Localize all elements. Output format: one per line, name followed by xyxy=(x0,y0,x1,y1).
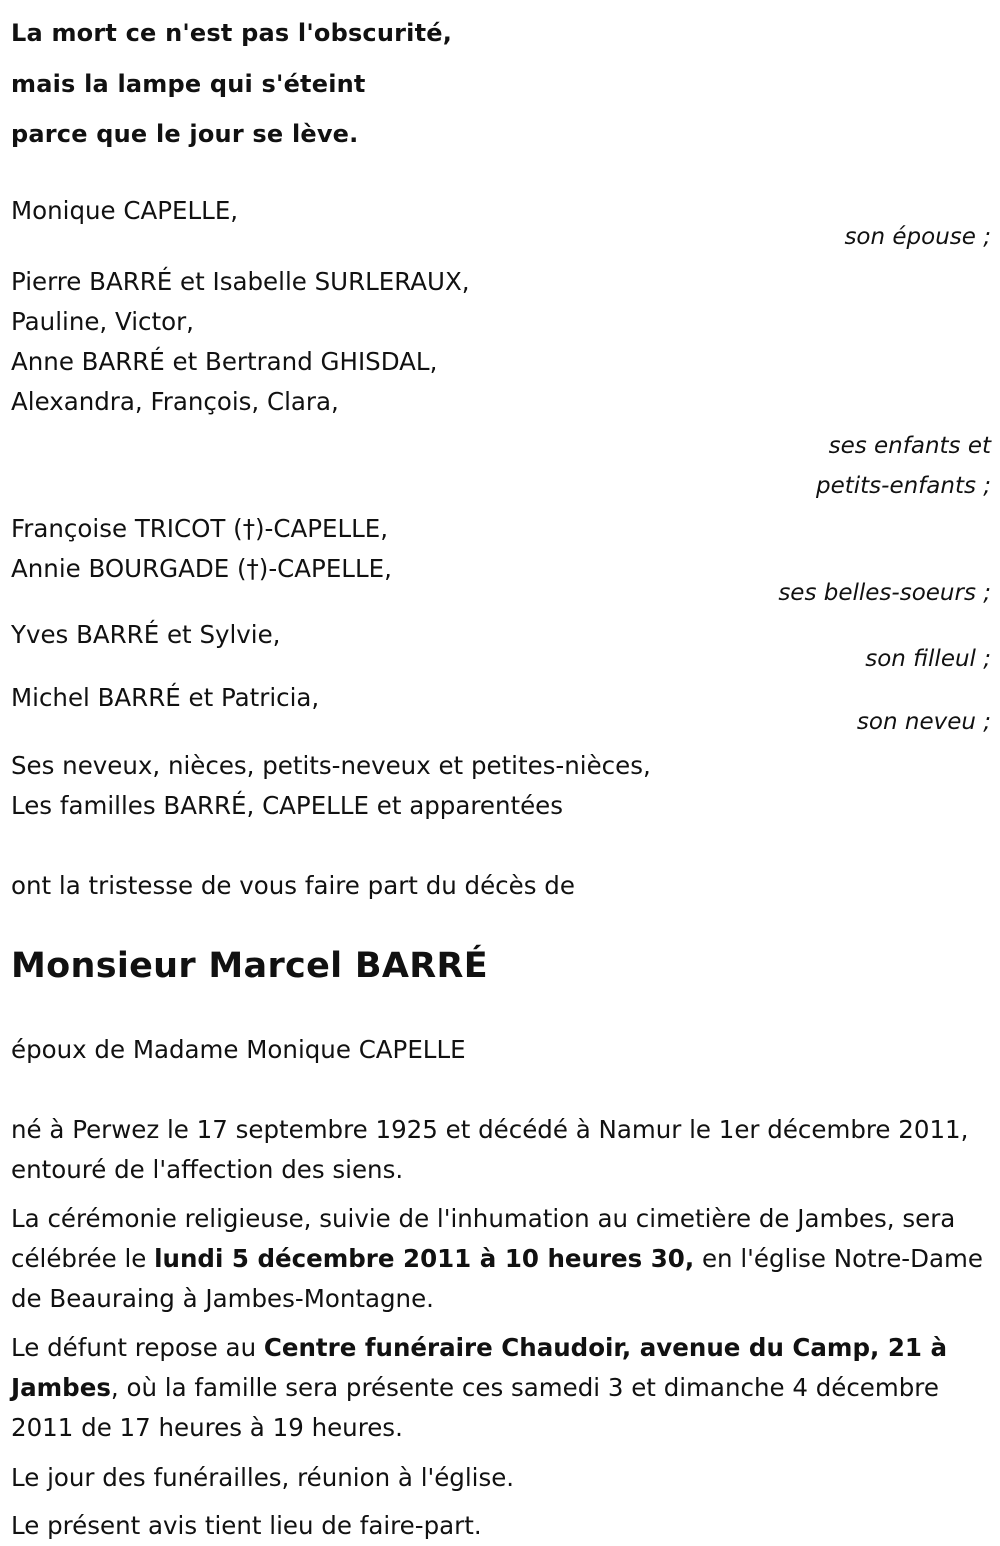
others-line: Ses neveux, nièces, petits-neveux et petites-nièces, xyxy=(11,750,651,780)
funeral-home: Centre funéraire Chaudoir, avenue du Camp, 21 à Jambes xyxy=(11,1332,947,1402)
family-nephew xyxy=(11,680,991,740)
birth-death-paragraph: né à Perwez le 17 septembre 1925 et décédé à Namur le 1er décembre 2011, entouré de l'affection des siens. xyxy=(11,1114,969,1184)
sisters-in-law-role: ses belles-soeurs ; xyxy=(778,579,991,606)
children-role: ses enfants et xyxy=(828,432,991,459)
repose-times: , où la famille sera présente ces samedi 3 et dimanche 4 décembre 2011 de 17 heures à 19 heures. xyxy=(11,1372,939,1442)
epitaph-quote xyxy=(11,8,991,160)
nephew-role: son neveu ; xyxy=(856,708,991,735)
child-line: Pierre BARRÉ et Isabelle SURLERAUX, xyxy=(11,266,470,296)
gathering-text: Le jour des funérailles, réunion à l'église. xyxy=(11,1462,515,1492)
family-children xyxy=(11,262,991,506)
sister-in-law-line: Françoise TRICOT (†)-CAPELLE, xyxy=(11,513,389,543)
notice-text: Le présent avis tient lieu de faire-part. xyxy=(11,1510,482,1540)
family-sisters-in-law xyxy=(11,509,991,613)
family-godson xyxy=(11,617,991,677)
family-others xyxy=(11,746,991,826)
repose-paragraph xyxy=(11,1328,991,1448)
spouse-role: son épouse ; xyxy=(844,223,991,250)
ceremony-date: lundi 5 décembre 2011 à 10 heures 30, xyxy=(154,1243,695,1273)
family-spouse xyxy=(11,194,991,254)
spouse-name: Monique CAPELLE, xyxy=(11,195,239,225)
others-line: Les familles BARRÉ, CAPELLE et apparentées xyxy=(11,790,564,820)
deceased-spouse-line: époux de Madame Monique CAPELLE xyxy=(11,1034,466,1064)
ceremony-text: La cérémonie religieuse, suivie de l'inhumation au cimetière de Jambes, sera célébrée le xyxy=(11,1203,956,1273)
sister-in-law-line: Annie BOURGADE (†)-CAPELLE, xyxy=(11,553,392,583)
children-role: petits-enfants ; xyxy=(815,472,991,499)
child-line: Alexandra, François, Clara, xyxy=(11,386,339,416)
child-line: Anne BARRÉ et Bertrand GHISDAL, xyxy=(11,346,438,376)
repose-text: Le défunt repose au xyxy=(11,1332,264,1362)
ceremony-location: en l'église Notre-Dame de Beauraing à Jambes-Montagne. xyxy=(11,1243,983,1313)
quote-line: mais la lampe qui s'éteint xyxy=(11,69,366,98)
child-line: Pauline, Victor, xyxy=(11,306,194,336)
announcement-text: ont la tristesse de vous faire part du décès de xyxy=(11,870,575,900)
quote-line: parce que le jour se lève. xyxy=(11,120,359,148)
godson-name: Yves BARRÉ et Sylvie, xyxy=(11,619,281,649)
deceased-name: Monsieur Marcel BARRÉ xyxy=(11,945,488,986)
nephew-name: Michel BARRÉ et Patricia, xyxy=(11,682,320,712)
godson-role: son filleul ; xyxy=(865,645,991,672)
quote-line: La mort ce n'est pas l'obscurité, xyxy=(11,19,453,47)
death-notice xyxy=(11,0,991,1546)
ceremony-paragraph xyxy=(11,1199,991,1319)
